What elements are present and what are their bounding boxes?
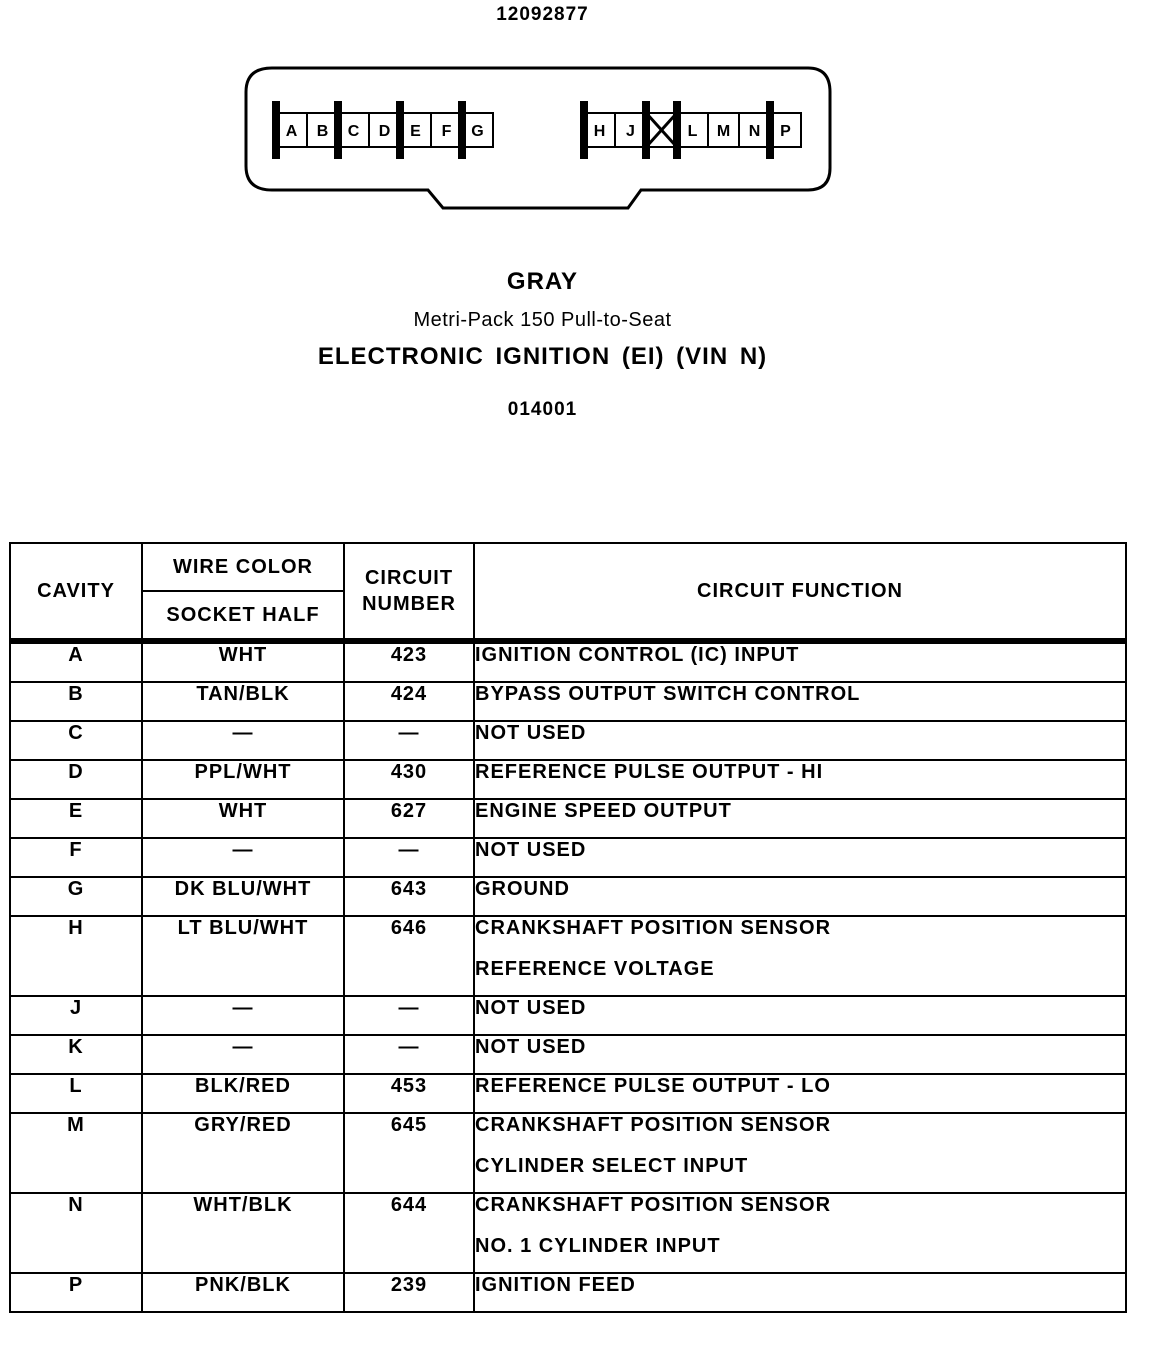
- cavity-cell: [10, 1273, 142, 1312]
- wire-color-cell-text: GRY/RED: [194, 1114, 292, 1136]
- circuit-function-text: CRANKSHAFT POSITION SENSOR: [475, 917, 832, 939]
- latch-tab: [396, 101, 404, 159]
- cavity-cell: [10, 916, 142, 996]
- wire-color-cell: [142, 916, 344, 996]
- circuit-number-cell: [344, 682, 474, 721]
- cavity-label: H: [593, 123, 606, 140]
- cavity-cell-text: K: [68, 1036, 84, 1058]
- circuit-number-cell-text: —: [398, 997, 420, 1019]
- header-circuit-function: CIRCUIT FUNCTION: [474, 543, 1126, 640]
- circuit-function-text: GROUND: [475, 878, 570, 900]
- circuit-number-cell-text: —: [398, 839, 420, 861]
- circuit-function-cell: [474, 1113, 1126, 1193]
- circuit-number-cell: [344, 838, 474, 877]
- circuit-number-cell: [344, 721, 474, 760]
- circuit-function-text: IGNITION FEED: [475, 1274, 636, 1296]
- circuit-function-text: ENGINE SPEED OUTPUT: [475, 800, 732, 822]
- cavity-cell-text: L: [69, 1075, 83, 1097]
- cavity-label: E: [410, 123, 421, 140]
- circuit-number-cell-text: 644: [390, 1194, 428, 1216]
- wire-color-cell: [142, 682, 344, 721]
- wire-color-cell-text: —: [232, 997, 254, 1019]
- cavity-label: M: [716, 123, 731, 140]
- cavity-cell-text: G: [67, 878, 85, 900]
- circuit-function-text: CRANKSHAFT POSITION SENSOR: [475, 1114, 832, 1136]
- circuit-number-cell: [344, 799, 474, 838]
- connector-series: Metri-Pack 150 Pull-to-Seat: [413, 309, 672, 331]
- circuit-number-cell: [344, 916, 474, 996]
- cavity-cell-text: E: [68, 800, 84, 822]
- circuit-function-text: REFERENCE VOLTAGE: [475, 958, 715, 980]
- connector-part-number: 12092877: [496, 4, 589, 25]
- cavity-label: B: [316, 123, 329, 140]
- circuit-number-cell-text: 424: [390, 683, 428, 705]
- circuit-function-text: REFERENCE PULSE OUTPUT - LO: [475, 1075, 831, 1097]
- cavity-label: L: [687, 123, 698, 140]
- cavity-cell-text: D: [68, 761, 84, 783]
- wire-color-cell-text: —: [232, 1036, 254, 1058]
- header-circuit-number: [344, 543, 474, 640]
- cavity-cell-text: A: [68, 644, 84, 666]
- circuit-number-cell-text: —: [398, 722, 420, 744]
- circuit-function-text: REFERENCE PULSE OUTPUT - HI: [475, 761, 824, 783]
- latch-tab: [458, 101, 466, 159]
- wire-color-cell-text: PPL/WHT: [194, 761, 292, 783]
- circuit-function-text: CYLINDER SELECT INPUT: [475, 1155, 749, 1177]
- connector-system: ELECTRONIC IGNITION (EI) (VIN N): [317, 343, 768, 370]
- cavity-cell: [10, 1035, 142, 1074]
- cavity-cell-text: B: [68, 683, 84, 705]
- latch-tab: [580, 101, 588, 159]
- circuit-function-cell: [474, 1193, 1126, 1273]
- wire-color-cell-text: DK BLU/WHT: [174, 878, 312, 900]
- pinout-table: [9, 542, 1127, 1313]
- wire-color-cell: [142, 1273, 344, 1312]
- connector-color: GRAY: [506, 268, 579, 295]
- circuit-number-cell: [344, 760, 474, 799]
- circuit-number-cell-text: 423: [390, 644, 428, 666]
- latch-tab: [272, 101, 280, 159]
- latch-tab: [334, 101, 342, 159]
- header-wire-color: WIRE COLOR: [142, 543, 344, 591]
- wire-color-cell: [142, 877, 344, 916]
- circuit-function-cell: [474, 916, 1126, 996]
- circuit-number-cell-text: 646: [390, 917, 428, 939]
- wire-color-cell-text: —: [232, 839, 254, 861]
- left-cavity-group: [272, 101, 493, 159]
- wire-color-cell: [142, 838, 344, 877]
- cavity-label: N: [748, 123, 761, 140]
- circuit-function-cell: [474, 1273, 1126, 1312]
- figure-id: 014001: [507, 399, 578, 420]
- circuit-function-text: NO. 1 CYLINDER INPUT: [475, 1235, 721, 1257]
- circuit-function-text: NOT USED: [475, 722, 587, 744]
- wire-color-cell-text: WHT: [218, 800, 268, 822]
- latch-tab: [673, 101, 681, 159]
- circuit-number-cell-text: 643: [390, 878, 428, 900]
- circuit-function-text: BYPASS OUTPUT SWITCH CONTROL: [475, 683, 861, 705]
- circuit-number-cell: [344, 1193, 474, 1273]
- right-cavity-group: [580, 101, 801, 159]
- wire-color-cell-text: LT BLU/WHT: [177, 917, 309, 939]
- wire-color-cell-text: WHT/BLK: [193, 1194, 293, 1216]
- circuit-number-cell: [344, 643, 474, 682]
- wire-color-cell-text: BLK/RED: [195, 1075, 291, 1097]
- cavity-label: G: [471, 123, 484, 140]
- circuit-function-text: IGNITION CONTROL (IC) INPUT: [475, 644, 800, 666]
- cavity-label: F: [441, 123, 452, 140]
- cavity-cell: [10, 838, 142, 877]
- circuit-function-text: CRANKSHAFT POSITION SENSOR: [475, 1194, 832, 1216]
- cavity-label: P: [780, 123, 791, 140]
- header-circuit-line2: NUMBER: [362, 593, 456, 615]
- wire-color-cell: [142, 996, 344, 1035]
- wire-color-cell-text: WHT: [218, 644, 268, 666]
- cavity-cell-text: P: [68, 1274, 84, 1296]
- cavity-cell: [10, 799, 142, 838]
- circuit-number-cell: [344, 1113, 474, 1193]
- wire-color-cell: [142, 643, 344, 682]
- circuit-number-cell: [344, 1035, 474, 1074]
- wire-color-cell: [142, 1193, 344, 1273]
- wire-color-cell: [142, 1113, 344, 1193]
- circuit-number-cell-text: 627: [390, 800, 428, 822]
- wire-color-cell: [142, 721, 344, 760]
- wire-color-cell-text: —: [232, 722, 254, 744]
- cavity-cell-text: J: [69, 997, 83, 1019]
- wire-color-cell: [142, 1035, 344, 1074]
- cavity-cell-text: H: [68, 917, 84, 939]
- circuit-number-cell-text: 645: [390, 1114, 428, 1136]
- cavity-cell: [10, 643, 142, 682]
- latch-tab: [642, 101, 650, 159]
- cavity-cell: [10, 877, 142, 916]
- cavity-cell: [10, 721, 142, 760]
- wire-color-cell-text: PNK/BLK: [195, 1274, 291, 1296]
- wire-color-cell-text: TAN/BLK: [196, 683, 290, 705]
- circuit-number-cell: [344, 1273, 474, 1312]
- table-row: [10, 916, 1126, 996]
- header-socket-half: SOCKET HALF: [142, 591, 344, 640]
- header-circuit-line1: CIRCUIT: [364, 567, 454, 589]
- table-row: [10, 1113, 1126, 1193]
- table-row: [10, 1193, 1126, 1273]
- cavity-label: J: [626, 123, 635, 140]
- circuit-function-text: NOT USED: [475, 839, 587, 861]
- circuit-number-cell: [344, 996, 474, 1035]
- wire-color-cell: [142, 799, 344, 838]
- circuit-number-cell-text: 453: [390, 1075, 428, 1097]
- latch-tab: [766, 101, 774, 159]
- wire-color-cell: [142, 760, 344, 799]
- circuit-function-text: NOT USED: [475, 997, 587, 1019]
- circuit-number-cell-text: 430: [390, 761, 428, 783]
- connector-face-diagram: [0, 0, 1152, 240]
- header-cavity: CAVITY: [10, 543, 142, 640]
- cavity-cell-text: N: [68, 1194, 84, 1216]
- cavity-cell: [10, 1113, 142, 1193]
- circuit-function-text: NOT USED: [475, 1036, 587, 1058]
- circuit-number-cell-text: —: [398, 1036, 420, 1058]
- cavity-cell: [10, 1074, 142, 1113]
- cavity-cell: [10, 682, 142, 721]
- cavity-cell: [10, 1193, 142, 1273]
- table-row: [10, 1273, 1126, 1312]
- circuit-number-cell-text: 239: [390, 1274, 428, 1296]
- cavity-label: A: [285, 123, 298, 140]
- cavity-cell: [10, 996, 142, 1035]
- circuit-number-cell: [344, 877, 474, 916]
- cavity-cell-text: F: [69, 839, 83, 861]
- circuit-number-cell: [344, 1074, 474, 1113]
- cavity-label: C: [347, 123, 360, 140]
- cavity-label: D: [378, 123, 391, 140]
- cavity-cell-text: C: [68, 722, 84, 744]
- wire-color-cell: [142, 1074, 344, 1113]
- cavity-cell-text: M: [67, 1114, 85, 1136]
- cavity-cell: [10, 760, 142, 799]
